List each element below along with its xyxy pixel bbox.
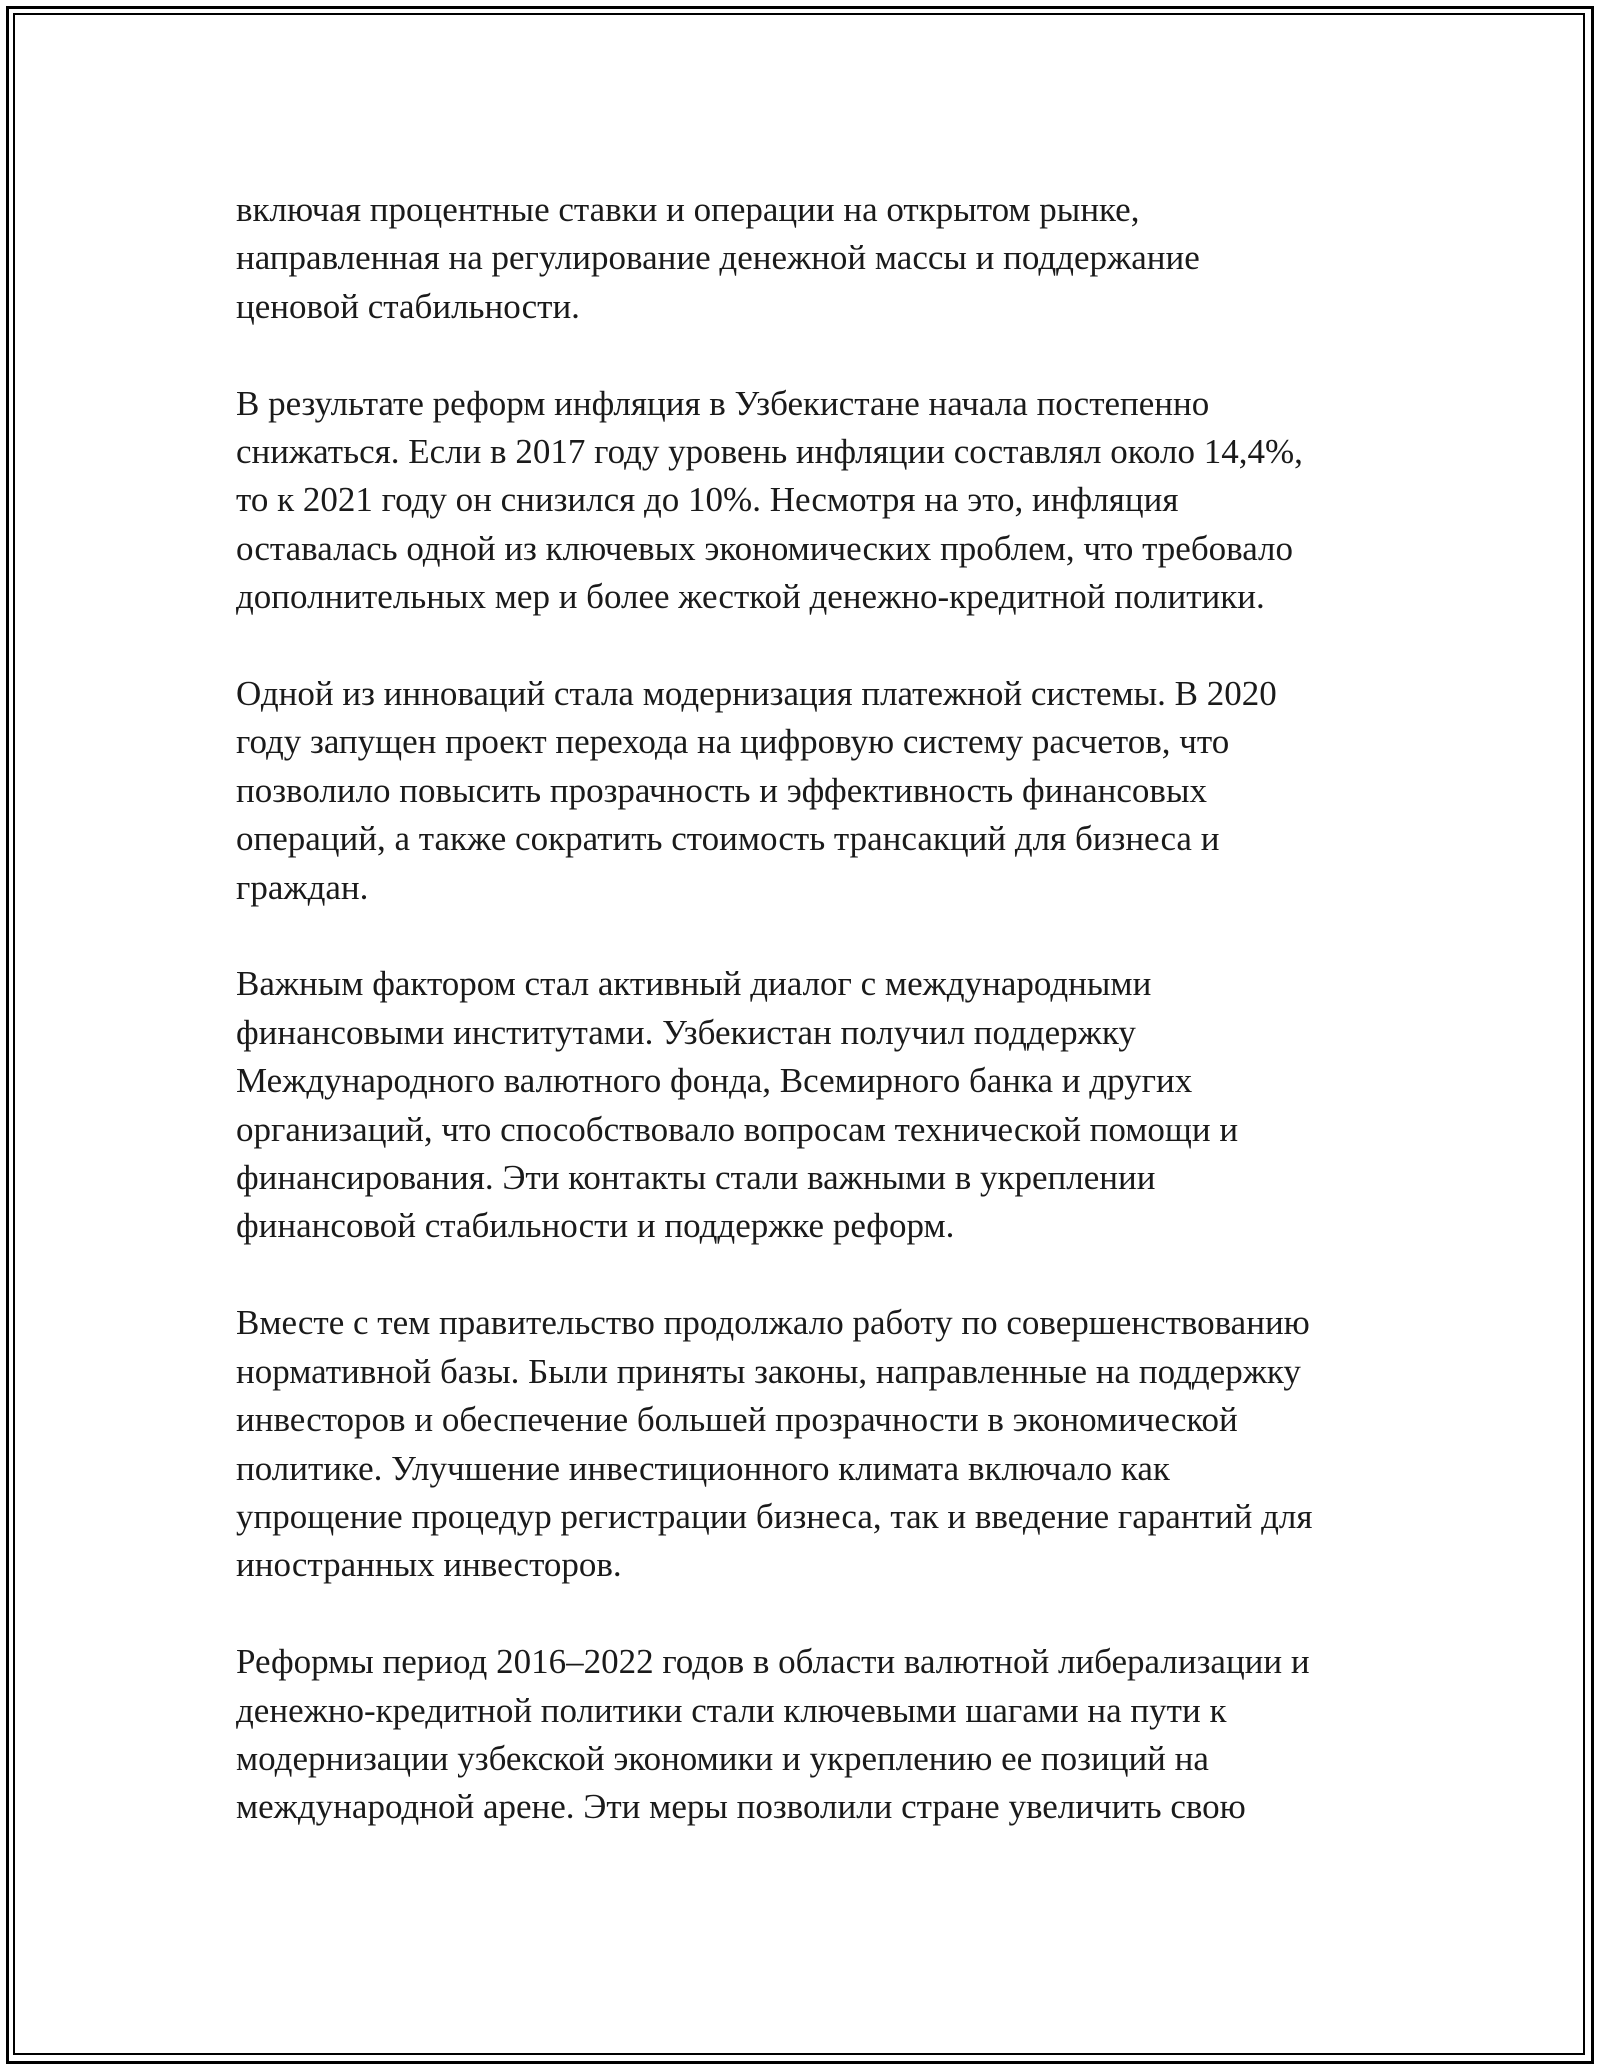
text-line: Одной из инноваций стала модернизация платежной системы. В 2020 bbox=[236, 674, 1277, 714]
text-line: упрощение процедур регистрации бизнеса, так и введение гарантий для bbox=[236, 1496, 1313, 1536]
text-line: Вместе с тем правительство продолжало работу по совершенствованию bbox=[236, 1303, 1310, 1343]
paragraph-international-institutions bbox=[236, 960, 1406, 1250]
text-line: организаций, что способствовало вопросам технической помощи и bbox=[236, 1109, 1239, 1149]
document-body bbox=[236, 186, 1406, 1832]
text-line: В результате реформ инфляция в Узбекистане начала постепенно bbox=[236, 383, 1210, 423]
paragraph-monetary-policy bbox=[236, 186, 1406, 331]
text-line: ценовой стабильности. bbox=[236, 286, 580, 326]
text-line: иностранных инвесторов. bbox=[236, 1545, 622, 1585]
text-line: денежно-кредитной политики стали ключевыми шагами на пути к bbox=[236, 1690, 1227, 1730]
text-line: Международного валютного фонда, Всемирного банка и других bbox=[236, 1061, 1193, 1101]
text-line: инвесторов и обеспечение большей прозрачности в экономической bbox=[236, 1400, 1238, 1440]
text-line: финансовыми институтами. Узбекистан получил поддержку bbox=[236, 1012, 1136, 1052]
paragraph-reforms-summary bbox=[236, 1638, 1406, 1832]
text-line: нормативной базы. Были приняты законы, направленные на поддержку bbox=[236, 1351, 1301, 1391]
paragraph-inflation bbox=[236, 380, 1406, 622]
text-line: включая процентные ставки и операции на открытом рынке, bbox=[236, 190, 1140, 229]
text-line: дополнительных мер и более жесткой денежно-кредитной политики. bbox=[236, 577, 1265, 617]
text-line: снижаться. Если в 2017 году уровень инфляции составлял около 14,4%, bbox=[236, 432, 1303, 472]
text-line: финансирования. Эти контакты стали важными в укреплении bbox=[236, 1158, 1156, 1198]
text-line: Важным фактором стал активный диалог с международными bbox=[236, 964, 1152, 1004]
paragraph-payment-system bbox=[236, 670, 1406, 912]
text-line: Реформы период 2016–2022 годов в области валютной либерализации и bbox=[236, 1642, 1310, 1682]
text-line: модернизации узбекской экономики и укреплению ее позиций на bbox=[236, 1738, 1209, 1778]
text-line: позволило повысить прозрачность и эффективность финансовых bbox=[236, 770, 1207, 810]
paragraph-regulatory-framework bbox=[236, 1299, 1406, 1589]
text-line: году запущен проект перехода на цифровую систему расчетов, что bbox=[236, 722, 1230, 762]
text-line: финансовой стабильности и поддержке реформ. bbox=[236, 1206, 955, 1246]
text-line: операций, а также сократить стоимость трансакций для бизнеса и bbox=[236, 819, 1220, 859]
text-line: оставалась одной из ключевых экономических проблем, что требовало bbox=[236, 528, 1294, 568]
text-line: то к 2021 году он снизился до 10%. Несмотря на это, инфляция bbox=[236, 480, 1179, 520]
text-line: направленная на регулирование денежной массы и поддержание bbox=[236, 238, 1200, 278]
text-line: международной арене. Эти меры позволили стране увеличить свою bbox=[236, 1787, 1246, 1827]
text-line: политике. Улучшение инвестиционного климата включало как bbox=[236, 1448, 1170, 1488]
text-line: граждан. bbox=[236, 867, 369, 907]
